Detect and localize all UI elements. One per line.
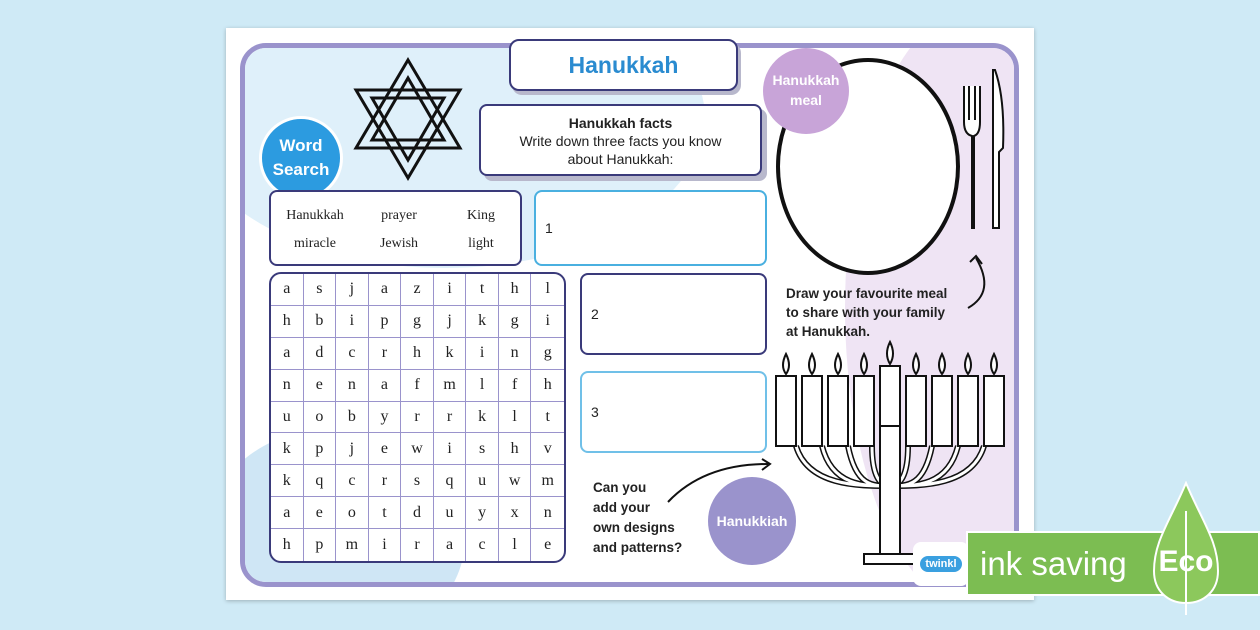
curved-arrow-icon [962,252,998,312]
grid-cell[interactable]: u [271,402,304,434]
grid-cell[interactable]: r [369,338,402,370]
grid-cell[interactable]: n [531,497,564,529]
grid-cell[interactable]: w [401,433,434,465]
grid-cell[interactable]: m [434,370,467,402]
fork-icon [960,82,984,232]
eco-label: ink saving [980,544,1127,582]
grid-cell[interactable]: i [434,433,467,465]
grid-cell[interactable]: h [401,338,434,370]
note-line: and patterns? [593,540,683,555]
facts-line: about Hanukkah: [567,151,674,167]
grid-cell[interactable]: i [466,338,499,370]
brand-text: twinkl [920,556,961,572]
facts-heading: Hanukkah facts [568,115,673,131]
grid-cell[interactable]: d [304,338,337,370]
grid-cell[interactable]: a [369,274,402,306]
grid-cell[interactable]: s [401,465,434,497]
grid-cell[interactable]: f [401,370,434,402]
grid-cell[interactable]: j [336,274,369,306]
grid-cell[interactable]: x [499,497,532,529]
grid-cell[interactable]: n [499,338,532,370]
grid-cell[interactable]: z [401,274,434,306]
fact-box-2[interactable] [580,273,767,355]
grid-cell[interactable]: e [304,370,337,402]
grid-cell[interactable]: r [369,465,402,497]
grid-cell[interactable]: l [499,529,532,561]
grid-cell[interactable]: p [369,306,402,338]
badge-line: meal [790,92,822,108]
word-list-item: miracle [294,236,336,251]
grid-cell[interactable]: i [531,306,564,338]
grid-cell[interactable]: k [466,402,499,434]
grid-cell[interactable]: h [499,433,532,465]
badge-line: Word [279,136,323,156]
grid-cell[interactable]: r [434,402,467,434]
grid-cell[interactable]: m [531,465,564,497]
grid-cell[interactable]: u [434,497,467,529]
grid-cell[interactable]: e [544,536,552,554]
word-search-badge [259,116,343,200]
grid-cell[interactable]: g [401,306,434,338]
grid-cell[interactable]: a [369,370,402,402]
grid-cell[interactable]: j [434,306,467,338]
grid-cell[interactable]: v [531,433,564,465]
fact-number: 3 [591,404,599,420]
grid-cell[interactable]: h [499,274,532,306]
fact-number: 1 [545,220,553,236]
grid-cell[interactable]: s [466,433,499,465]
meal-instructions [786,284,976,341]
grid-cell[interactable]: h [271,306,304,338]
note-line: Draw your favourite meal [786,286,948,301]
grid-cell[interactable]: a [271,497,304,529]
grid-cell[interactable]: t [466,274,499,306]
note-line: at Hanukkah. [786,324,871,339]
grid-cell[interactable]: a [271,274,304,306]
note-line: to share with your family [786,305,946,320]
grid-cell[interactable]: l [499,402,532,434]
badge-line: Hanukkah [772,72,840,89]
fact-box-1[interactable] [534,190,767,266]
grid-cell[interactable]: o [304,402,337,434]
grid-cell[interactable]: p [304,433,337,465]
grid-cell[interactable]: i [434,274,467,306]
grid-cell[interactable]: q [434,465,467,497]
grid-cell[interactable]: j [336,433,369,465]
grid-cell[interactable]: l [466,370,499,402]
word-list-item: Hanukkah [286,208,344,223]
page-title: Hanukkah [509,39,738,91]
facts-prompt [479,104,762,176]
grid-cell[interactable]: b [336,402,369,434]
knife-icon [985,68,1007,232]
badge-line: Search [272,160,330,179]
grid-cell[interactable]: h [531,370,564,402]
curved-arrow-icon [664,458,776,506]
grid-cell[interactable]: f [499,370,532,402]
grid-cell[interactable]: i [369,529,402,561]
note-line: Can you [593,480,647,495]
note-line: own designs [593,520,675,535]
grid-cell[interactable]: e [369,433,402,465]
eco-badge: Eco [1158,545,1214,578]
grid-cell[interactable]: q [304,465,337,497]
grid-cell[interactable]: r [401,529,434,561]
grid-cell[interactable]: k [271,433,304,465]
grid-cell[interactable]: l [531,274,564,306]
fact-box-3[interactable] [580,371,767,453]
grid-cell[interactable]: g [531,338,564,370]
grid-cell[interactable]: d [401,497,434,529]
grid-cell[interactable]: a [271,338,304,370]
meal-badge [763,48,849,134]
grid-cell[interactable]: y [369,402,402,434]
word-list-item: King [467,208,495,223]
facts-line: Write down three facts you know [519,133,722,149]
note-line: add your [593,500,651,515]
word-list-item: prayer [381,208,417,223]
grid-cell[interactable]: y [466,497,499,529]
grid-cell[interactable]: t [369,497,402,529]
grid-cell[interactable]: b [304,306,337,338]
grid-cell[interactable]: o [336,497,369,529]
grid-cell[interactable]: w [499,465,532,497]
grid-cell[interactable]: u [466,465,499,497]
grid-cell[interactable]: a [434,529,467,561]
grid-cell[interactable]: s [304,274,337,306]
grid-cell[interactable]: g [499,306,532,338]
grid-cell[interactable]: i [336,306,369,338]
grid-cell[interactable]: c [466,529,499,561]
fact-number: 2 [591,306,599,322]
grid-cell[interactable]: e [304,497,337,529]
hanukkiah-badge: Hanukkiah [708,477,796,565]
word-list-item: light [468,236,494,251]
word-list [269,190,522,266]
grid-cell[interactable]: k [271,465,304,497]
grid-cell[interactable]: k [434,338,467,370]
grid-cell[interactable]: c [336,465,369,497]
word-search-grid[interactable] [269,272,566,563]
grid-cell[interactable]: k [466,306,499,338]
grid-cell[interactable]: r [401,402,434,434]
grid-cell[interactable]: t [531,402,564,434]
grid-cell[interactable]: n [336,370,369,402]
grid-cell[interactable]: p [304,529,337,561]
grid-cell[interactable]: n [271,370,304,402]
star-of-david-icon [352,56,464,182]
grid-cell[interactable]: c [336,338,369,370]
word-list-item: Jewish [379,236,419,251]
grid-cell[interactable]: m [336,529,369,561]
twinkl-logo [913,542,969,586]
grid-cell[interactable]: h [271,529,304,561]
